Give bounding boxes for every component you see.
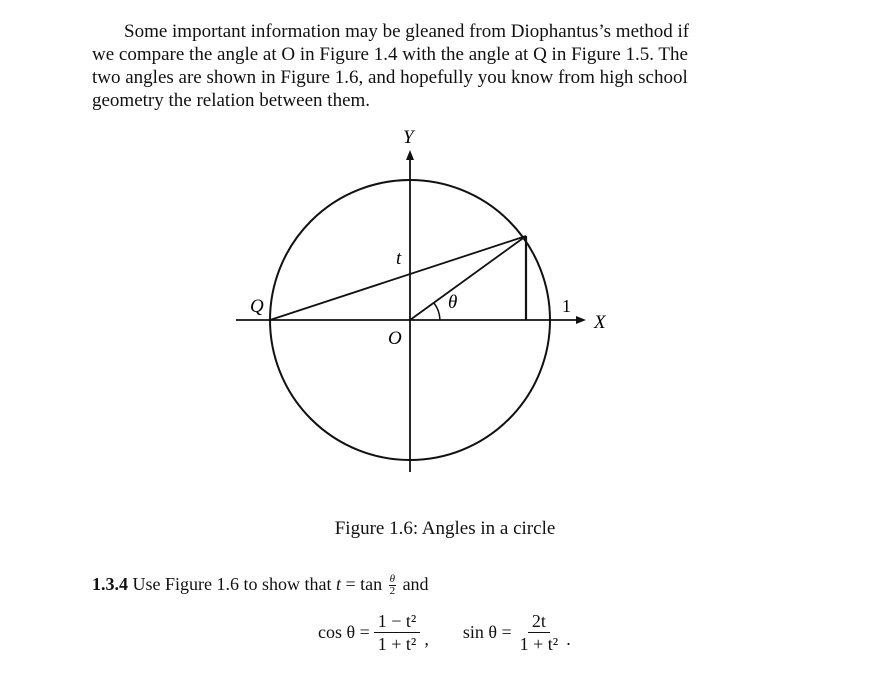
paragraph-line-1: Some important information may be gleaned from Diophantus’s method if [124, 21, 690, 42]
half-theta-numerator: θ [389, 573, 396, 586]
sin-denominator: 1 + t² [519, 634, 559, 654]
y-axis-label: Y [403, 127, 414, 148]
cos-numerator: 1 − t² [374, 610, 421, 633]
q-label: Q [250, 296, 264, 317]
y-axis-arrow [406, 150, 414, 160]
equals-tan: = tan [345, 574, 383, 594]
paragraph-line-3: two angles are shown in Figure 1.6, and hopefully you know from high school [92, 67, 688, 88]
figure-caption: Figure 1.6: Angles in a circle [334, 518, 556, 539]
cos-fraction [374, 610, 421, 655]
one-label: 1 [562, 296, 571, 316]
cos-lhs: cos θ = [318, 622, 370, 642]
theta-arc [434, 303, 440, 320]
period: . [566, 629, 571, 649]
x-axis-arrow [576, 316, 586, 324]
x-axis-label: X [594, 312, 606, 333]
paragraph-line-4: geometry the relation between them. [92, 90, 371, 111]
half-theta-denominator: 2 [389, 585, 396, 598]
cos-denominator: 1 + t² [377, 634, 417, 654]
half-theta-fraction [389, 574, 396, 597]
exercise-number: 1.3.4 [92, 574, 128, 594]
sin-fraction [516, 610, 563, 655]
and-word: and [402, 574, 429, 594]
exercise-text: Use Figure 1.6 to show that [132, 574, 332, 594]
t-variable: t [335, 574, 341, 594]
sin-numerator: 2t [528, 610, 550, 633]
exercise-statement [92, 574, 429, 597]
sin-lhs: sin θ = [462, 622, 512, 642]
theta-label: θ [448, 292, 458, 313]
o-label: O [388, 328, 402, 349]
comma: , [424, 629, 429, 649]
paragraph-line-2: we compare the angle at O in Figure 1.4 with the angle at Q in Figure 1.5. The [92, 44, 688, 65]
t-label: t [396, 248, 402, 269]
trig-formulas [318, 610, 571, 655]
radius-line [410, 236, 526, 320]
